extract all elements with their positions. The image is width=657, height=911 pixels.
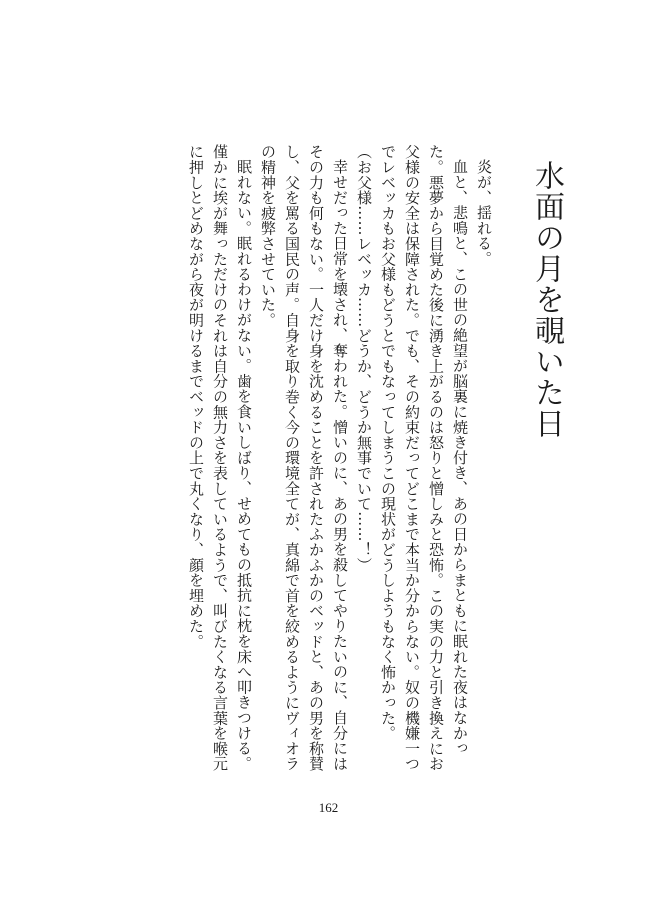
paragraph: 血と、悲鳴と、この世の絶望が脳裏に焼き付き、あの日からまともに眠れた夜はなかった。悪夢から目覚めた後に湧き上がるのは怒りと憎しみと恐怖。この実の力と引き換えにお父様の安全は保障された。でも、その約束だってどこまで本当か分からない。奴の機嫌一つでレベッカもお父様もどうとでもなってしまうこの現状がどうしようもなく怖かった。 [379,144,469,772]
paragraph: 眠れない。眠れるわけがない。歯を食いしばり、せめてもの抵抗に枕を床へ叩きつける。僅かに埃が舞っただけのそれは自分の無力さを表しているようで、叫びたくなる言葉を喉元に押しとどめながら夜が明けるまでベッドの上で丸くなり、顔を埋めた。 [187,144,253,772]
paragraph: 幸せだった日常を壊され、奪われた。憎いのに、あの男を殺してやりたいのに、自分にはその力も何もない。一人だけ身を沈めることを許されたふかふかのベッドと、あの男を称賛し、父を罵る国民の声。自身を取り巻く今の環境全てが、真綿で首を絞めるようにヴィオラの精神を疲弊させていた。 [259,144,349,772]
page-number: 162 [318,800,339,815]
chapter-title: 水面の月を覗いた日 [529,160,564,439]
paragraph: （お父様……レベッカ……どうか、どうか無事でいて……！） [355,144,373,573]
paragraph: 炎が、揺れる。 [475,159,493,267]
body-text [116,144,496,784]
